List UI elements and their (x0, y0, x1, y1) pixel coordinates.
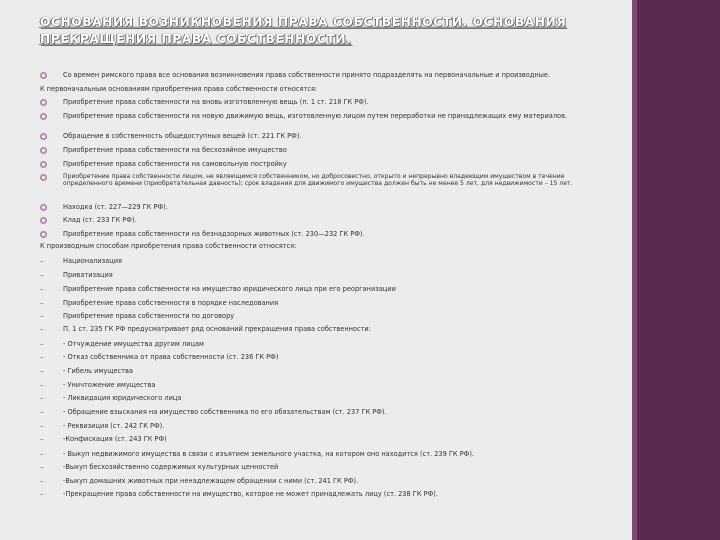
dash-marker: – (40, 450, 44, 458)
intro-text: Со времен римского права все основания возникновения права собственности принято подразделять на первоначальные и производные. (63, 71, 551, 79)
dash-marker: – (40, 353, 44, 361)
dash-marker: – (40, 367, 44, 375)
slide-title: ОСНОВАНИЯ ВОЗНИКНОВЕНИЯ ПРАВА СОБСТВЕННОСТИ. ОСНОВАНИЯ ПРЕКРАЩЕНИЯ ПРАВА СОБСТВЕННОСТИ. (40, 15, 567, 46)
derivative-heading: К производным способам приобретения права собственности относятся: (40, 242, 297, 250)
dash-marker: – (40, 394, 44, 402)
dash-marker: – (40, 285, 44, 293)
bullet-icon (40, 146, 50, 154)
dash-marker: – (40, 463, 44, 471)
dash-marker: – (40, 340, 44, 348)
dash-marker: – (40, 271, 44, 279)
bullet-icon (40, 132, 50, 140)
decorative-side-panel (632, 0, 720, 540)
dash-marker: – (40, 490, 44, 498)
dash-marker: – (40, 435, 44, 443)
bullet-icon (40, 71, 50, 79)
bullet-icon (40, 112, 50, 120)
bullet-icon (40, 98, 50, 106)
dash-marker: – (40, 299, 44, 307)
dash-marker: – (40, 325, 44, 333)
slide-page: ОСНОВАНИЯ ВОЗНИКНОВЕНИЯ ПРАВА СОБСТВЕННОСТИ. ОСНОВАНИЯ ПРЕКРАЩЕНИЯ ПРАВА СОБСТВЕННОСТИ. Со времен римского права все основания возникновения права собственности принято подразделять на первоначальные и производные. К первоначальным основаниям приобретения права собственности относятся: Приобретение права собственности на вновь изготовленную вещь (п. 1 ст. 218 ГК РФ). Приобретение права собственности на новую движимую вещь, изготовленную лицом путем переработки не принадлежащих ему материалов. Обращение в собственность общедоступных вещей (ст. 221 ГК РФ). Приобретение права собственности на бесхозяйное имущество Приобретение права собственности на самовольную постройку Приобретение права собственности лицом, не являющимся собственником, но добросовестно, открыто и непрерывно владеющим имуществом в течение определенного времени (приобретательная давность); срок владения для движимого имущества должен быть не менее 5 лет, для недвижимости – 15 лет. Находка (ст. 227—229 ГК РФ). Клад (ст. 233 ГК РФ). Приобретение права собственности на безнадзорных животных (ст. 230—232 ГК РФ). К производным способам приобретения права собственности относятся: – Национализация – Приватизация – Приобретение права собственности на имущество юридического лица при его реорганизации – Приобретение права собственности в порядке наследования – Приобретение права собственности по договору – П. 1 ст. 235 ГК РФ предусматривает ряд оснований прекращения права собственности: – - Отчуждение имущества другим лицам – - Отказ собственника от права собственности (ст. 236 ГК РФ) – - Гибель имущества – - Уничтожение имущества – - Ликвидация юридического лица – - Обращение взыскания на имущество собственника по его обязательствам (ст. 237 ГК РФ). – - Реквизиция (ст. 242 ГК РФ). – -Конфискация (ст. 243 ГК РФ) – - Выкуп недвижимого имущества в связи с изъятием земельного участка, на котором оно находится (ст. 239 ГК РФ). – -Выкуп бесхозяйственно содержимых культурных ценностей – -Выкуп домашних животных при ненадлежащем обращении с ними (ст. 241 ГК РФ). – -Прекращение права собственности на имущество, которое не может принадлежать лицу (ст. 238 ГК РФ). (0, 0, 632, 540)
dash-marker: – (40, 257, 44, 265)
bullet-icon (40, 173, 50, 181)
bullet-icon (40, 230, 50, 238)
dash-marker: – (40, 312, 44, 320)
bullet-icon (40, 160, 50, 168)
dash-marker: – (40, 422, 44, 430)
dash-marker: – (40, 381, 44, 389)
bullet-icon (40, 216, 50, 224)
dash-marker: – (40, 408, 44, 416)
bullet-icon (40, 203, 50, 211)
dash-marker: – (40, 477, 44, 485)
original-heading: К первоначальным основаниям приобретения права собственности относятся: (40, 85, 318, 93)
